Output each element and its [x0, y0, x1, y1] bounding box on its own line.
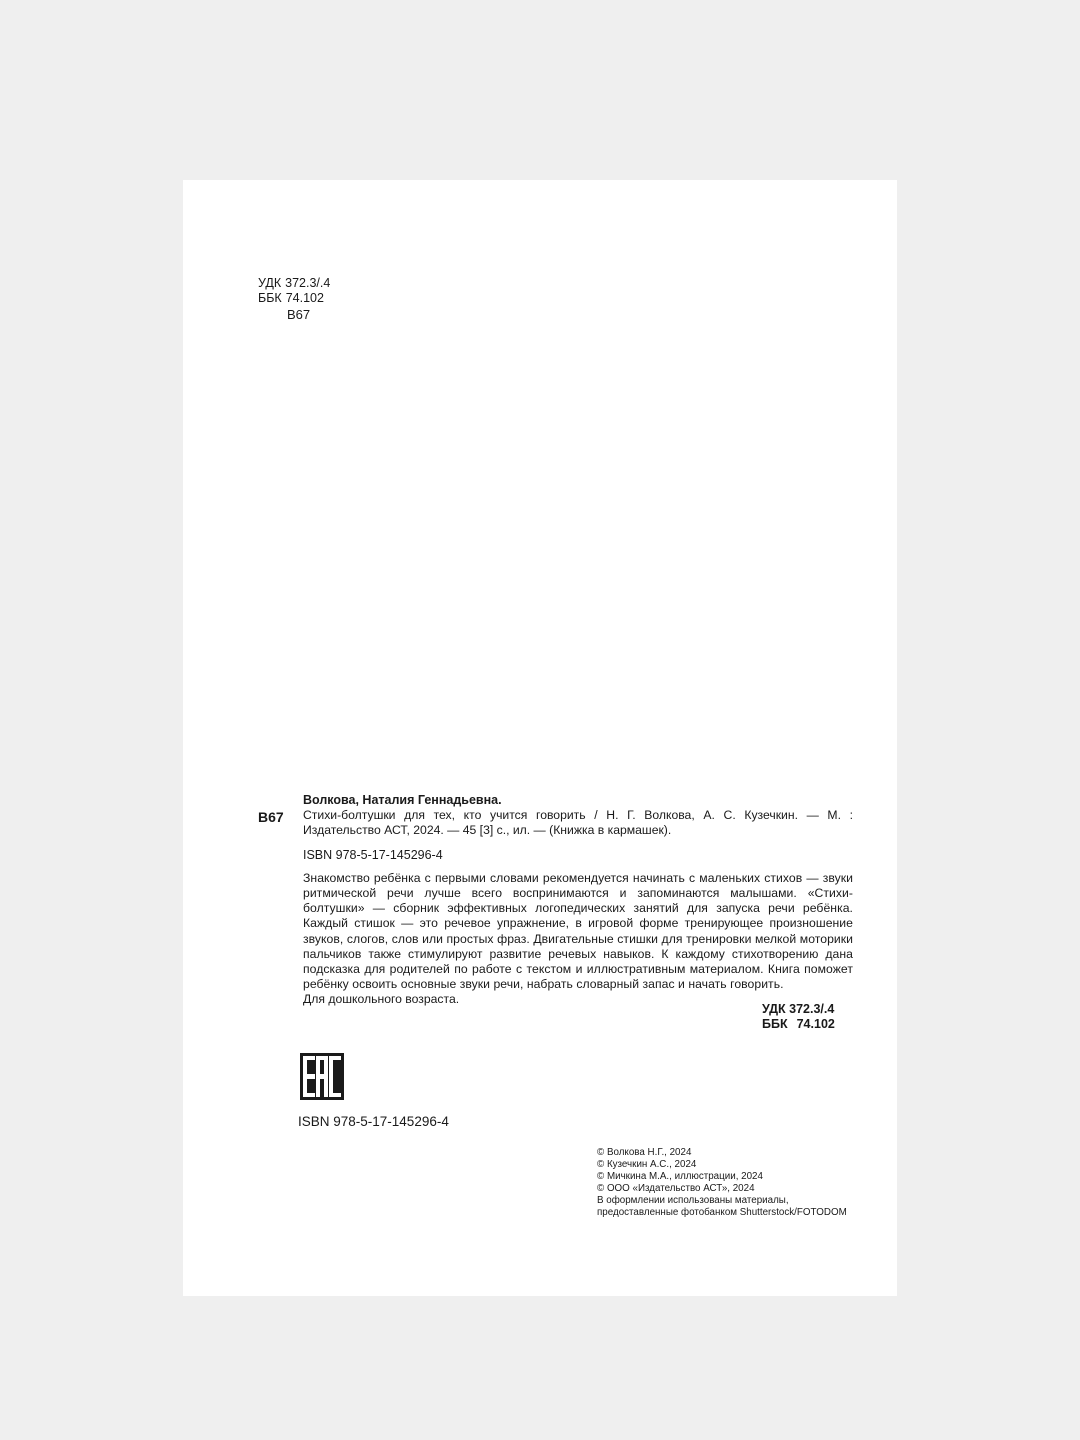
copyright-line: © Мичкина М.А., иллюстрации, 2024	[597, 1171, 763, 1182]
author-name: Волкова, Наталия Геннадьевна.	[303, 793, 502, 807]
author-mark-bold: В67	[258, 809, 284, 825]
bbk-bottom-line	[762, 1017, 835, 1032]
title-description: Стихи-болтушки для тех, кто учится говорить / Н. Г. Волкова, А. С. Кузечкин. — М. : Издательство АСТ, 2024. — 45 [3] с., ил. — (Книжка в кармашек).	[303, 808, 853, 838]
copyright-line: © ООО «Издательство АСТ», 2024	[597, 1183, 755, 1194]
copyright-line: В оформлении использованы материалы,	[597, 1195, 789, 1206]
bbk-value: 74.102	[285, 291, 324, 305]
bbk-line	[258, 291, 330, 306]
annotation-text: Знакомство ребёнка с первыми словами рекомендуется начинать с маленьких стихов — звуки ритмической речи лучше всего воспринимаются и запоминаются малышами. «Стихи-болтушки» — сборник эффективных логопедических занятий для запуска речи ребёнка. Каждый стишок — это речевое упражнение, в игровой форме тренирующее произношение звуков, слогов, слов или простых фраз. Двигательные стишки для тренировки мелкой моторики пальчиков также стимулируют развитие речевых навыков. К каждому стихотворению дана подсказка для родителей по работе с текстом и иллюстративным материалом. Книга поможет ребёнку освоить основные звуки речи, набрать словарный запас и начать говорить.	[303, 870, 853, 992]
bbk-bottom-value: 74.102	[796, 1017, 835, 1031]
isbn-bottom: ISBN 978-5-17-145296-4	[298, 1114, 449, 1129]
isbn-inline: ISBN 978-5-17-145296-4	[303, 847, 443, 862]
eac-icon	[300, 1053, 344, 1100]
udk-bottom: УДК 372.3/.4	[762, 1002, 835, 1016]
author-mark: В67	[287, 307, 311, 322]
copyright-line: © Кузечкин А.С., 2024	[597, 1159, 697, 1170]
udk-value: 372.3/.4	[285, 276, 331, 290]
classification-codes-bottom	[762, 1002, 835, 1032]
udk-label: УДК	[258, 276, 282, 290]
bibliographic-record	[258, 793, 853, 1008]
udk-line	[258, 276, 330, 291]
bbk-label: ББК	[258, 291, 282, 305]
bbk-bottom-label: ББК	[762, 1017, 788, 1031]
copyright-line: © Волкова Н.Г., 2024	[597, 1147, 692, 1158]
book-page	[183, 180, 897, 1296]
copyright-block	[597, 1147, 847, 1219]
copyright-line: предоставленные фотобанком Shutterstock/FOTODOM	[597, 1207, 847, 1218]
classification-codes-top	[258, 276, 330, 322]
age-rating: Для дошкольного возраста.	[303, 992, 460, 1007]
